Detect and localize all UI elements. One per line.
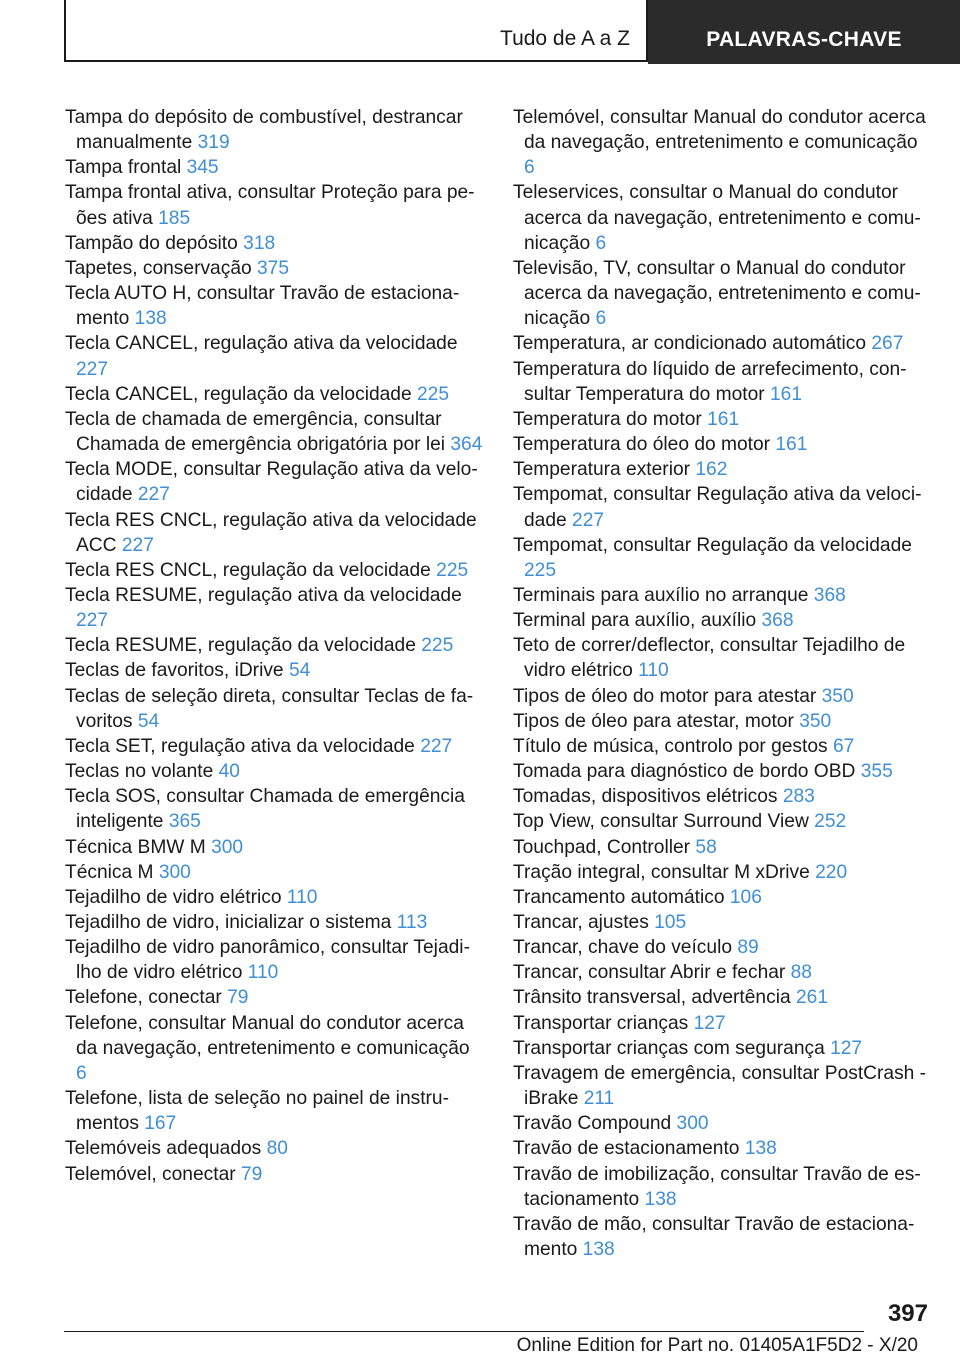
index-entry [65,382,485,407]
index-entry [513,809,933,834]
index-entry [513,105,933,180]
index-entry-page-link[interactable]: 89 [737,937,759,959]
index-entry-term: Touchpad, Controller [513,836,691,858]
index-entry-term: Tampa frontal [65,157,182,179]
index-entry [513,1162,933,1212]
index-entry-term: Título de música, controlo por gestos [513,735,828,757]
index-entry [65,734,485,759]
index-entry [513,1036,933,1061]
index-entry-term: Travão de imobilização, consultar Travão de estacionamento [513,1163,921,1210]
footer-edition: Online Edition for Part no. 01405A1F5D2 - X/20 [516,1335,918,1356]
index-entry-page-link[interactable]: 40 [218,761,240,783]
index-entry [513,331,933,356]
index-entry-term: Terminais para auxílio no arranque [513,584,809,606]
index-entry-term: Trancamento automático [513,886,725,908]
index-entry [65,759,485,784]
index-entry-page-link[interactable]: 227 [420,735,453,757]
index-entry-page-link[interactable]: 106 [729,886,762,908]
header-section-box [64,0,648,62]
index-entry [65,457,485,507]
index-entry-page-link[interactable]: 261 [795,987,828,1009]
index-entry-term: Temperatura do óleo do motor [513,434,771,456]
index-entry-term: Temperatura do motor [513,408,702,430]
index-entry-term: Tampa do depósito de combustível, destrancar manualmente [65,107,463,154]
index-entry-page-link[interactable]: 110 [247,962,279,984]
index-entry-term: Tração integral, consultar M xDrive [513,861,810,883]
index-entry-term: Técnica BMW M [65,836,206,858]
index-entry-page-link[interactable]: 113 [396,912,428,933]
index-entry [513,835,933,860]
index-entry-page-link[interactable]: 127 [693,1012,726,1034]
index-entry [513,1011,933,1036]
index-entry-page-link[interactable]: 225 [524,559,557,581]
index-entry-page-link[interactable]: 355 [860,761,893,783]
index-entry [513,1136,933,1161]
index-entry-page-link[interactable]: 350 [821,685,854,707]
index-entry-term: Travão de mão, consultar Travão de estacionamento [513,1213,915,1261]
index-entry-term: Tecla RESUME, regulação da velocidade [65,635,416,657]
index-entry-term: Tecla RES CNCL, regulação ativa da velocidade ACC [65,509,477,556]
index-entry [513,633,933,683]
index-entry [513,482,933,532]
index-entry-page-link[interactable]: 283 [782,786,815,808]
index-entry-term: Teclas de seleção direta, consultar Teclas de favoritos [65,685,474,732]
index-entry-term: Tecla CANCEL, regulação da velocidade [65,383,412,405]
index-entry-page-link[interactable]: 138 [744,1138,777,1160]
index-entry [65,281,485,331]
index-entry [65,331,485,381]
index-entry [65,583,485,633]
index-entry-page-link[interactable]: 227 [572,509,605,531]
index-entry [513,885,933,910]
index-entry-page-link[interactable]: 252 [814,811,847,833]
index-entry-page-link[interactable]: 220 [815,861,848,883]
index-entry-term: Travagem de emergência, consultar PostCrash - iBrake [513,1062,927,1110]
index-entry-term: Top View, consultar Surround View [513,811,809,833]
index-entry [65,256,485,281]
index-entry-term: Tejadilho de vidro elétrico [65,886,282,908]
index-entry-page-link[interactable]: 365 [168,811,201,833]
index-entry [513,1212,933,1262]
index-entry-page-link[interactable]: 138 [134,308,167,330]
index-entry [65,180,485,230]
index-entry-page-link[interactable]: 225 [421,635,454,657]
index-column-left [65,105,485,1187]
index-entry [513,180,933,255]
index-entry-term: Tampa frontal ativa, consultar Proteção para peões ativa [65,182,475,229]
index-entry-page-link[interactable]: 227 [76,610,109,632]
index-entry-page-link[interactable]: 227 [76,358,109,380]
index-entry-term: Tecla MODE, consultar Regulação ativa da velocidade [65,459,478,506]
index-entry [513,985,933,1010]
index-entry [513,784,933,809]
index-entry [513,709,933,734]
index-entry-term: Telefone, conectar [65,987,222,1009]
index-entry-term: Travão de estacionamento [513,1138,740,1160]
index-entry [513,935,933,960]
index-entry-page-link[interactable]: 368 [813,584,846,606]
index-entry [65,835,485,860]
page-header [0,0,960,66]
index-entry-term: Terminal para auxílio, auxílio [513,610,757,632]
index-entry-term: Teclas no volante [65,761,214,783]
index-entry-term: Tecla RESUME, regulação ativa da velocidade [65,584,462,606]
index-entry-page-link[interactable]: 138 [644,1188,677,1210]
index-entry-term: Temperatura do líquido de arrefecimento, consultar Temperatura do motor [513,358,907,405]
index-entry-page-link[interactable]: 300 [676,1113,709,1135]
index-entry-term: Técnica M [65,861,154,883]
index-entry [65,508,485,558]
index-entry-page-link[interactable]: 161 [770,383,803,405]
index-entry-term: Trancar, ajustes [513,912,649,933]
header-section-title: Tudo de A a Z [500,27,630,50]
index-entry [65,633,485,658]
index-entry-term: Teleservices, consultar o Manual do condutor acerca da navegação, entretenimento e comunicação [513,182,921,254]
index-entry-term: Telemóvel, consultar Manual do condutor acerca da navegação, entretenimento e comunicação [513,107,926,154]
index-entry [65,658,485,683]
index-entry-page-link[interactable]: 67 [832,735,855,757]
index-entry-term: Tomada para diagnóstico de bordo OBD [513,761,856,783]
index-entry [65,155,485,180]
index-entry-term: Tapetes, conservação [65,257,252,279]
index-entry-term: Telefone, lista de seleção no painel de instrumentos [65,1088,449,1135]
index-entry [65,935,485,985]
index-entry [513,910,933,935]
index-entry [513,759,933,784]
index-entry [513,583,933,608]
index-entry-page-link[interactable]: 6 [595,308,607,330]
index-entry-term: Trancar, chave do veículo [513,937,732,959]
index-entry-term: Tecla SET, regulação ativa da velocidade [65,735,415,757]
index-entry [65,885,485,910]
page-number: 397 [887,1300,928,1327]
index-entry-term: Telemóveis adequados [65,1138,262,1160]
index-entry [65,1162,485,1187]
index-entry-page-link[interactable]: 225 [416,383,449,405]
index-entry-term: Tipos de óleo para atestar, motor [513,710,794,732]
index-entry-page-link[interactable]: 162 [695,459,728,481]
index-entry-term: Transportar crianças com segurança [513,1037,825,1059]
index-entry-term: Tecla CANCEL, regulação ativa da velocidade [65,333,458,355]
index-entry-page-link[interactable]: 227 [121,534,154,556]
index-entry-page-link[interactable]: 161 [707,408,740,430]
index-entry-page-link[interactable]: 6 [524,157,535,179]
index-entry-term: Televisão, TV, consultar o Manual do condutor acerca da navegação, entretenimento e comunicação [513,257,921,330]
index-entry-page-link[interactable]: 138 [582,1239,615,1261]
index-entry-page-link[interactable]: 105 [654,912,687,933]
footer-divider [64,1331,864,1332]
index-entry [65,1011,485,1086]
index-entry-page-link[interactable]: 6 [76,1062,87,1084]
index-entry-term: Teclas de favoritos, iDrive [65,660,284,682]
index-entry-term: Temperatura exterior [513,459,691,481]
index-entry [513,960,933,985]
index-entry [65,985,485,1010]
index-entry-page-link[interactable]: 161 [775,434,808,456]
index-entry [513,1061,933,1111]
index-entry [513,608,933,633]
index-entry-page-link[interactable]: 225 [436,559,469,581]
index-entry [513,432,933,457]
index-entry-term: Teto de correr/deflector, consultar Tejadilho de vidro elétrico [513,635,906,682]
index-entry-term: Telefone, consultar Manual do condutor acerca da navegação, entretenimento e comunicação [65,1012,470,1059]
index-entry-term: Tempomat, consultar Regulação da velocidade [513,534,912,556]
index-entry-page-link[interactable]: 300 [158,861,191,883]
index-entry [513,357,933,407]
index-entry [65,407,485,457]
index-entry-page-link[interactable]: 167 [144,1113,177,1135]
index-entry [513,457,933,482]
index-entry [65,910,485,935]
index-entry-term: Telemóvel, conectar [65,1163,236,1185]
index-entry-page-link[interactable]: 80 [266,1138,288,1160]
index-entry-page-link[interactable]: 54 [288,660,311,682]
index-entry [513,860,933,885]
index-entry-term: Tempomat, consultar Regulação ativa da velocidade [513,484,922,531]
index-entry [65,860,485,885]
index-entry [65,784,485,834]
index-entry [513,407,933,432]
index-entry-page-link[interactable]: 6 [595,232,607,254]
index-entry-page-link[interactable]: 267 [871,333,904,355]
index-entry-page-link[interactable]: 127 [830,1037,863,1059]
index-entry-term: Tejadilho de vidro, inicializar o sistema [65,912,392,933]
index-entry [65,105,485,155]
index-entry-page-link[interactable]: 227 [137,484,170,506]
index-entry-page-link[interactable]: 110 [638,660,669,682]
index-entry-term: Tampão do depósito [65,232,238,254]
index-entry [513,533,933,583]
index-entry [513,256,933,331]
index-entry-page-link[interactable]: 54 [137,710,160,732]
index-entry-page-link[interactable]: 79 [240,1163,263,1185]
index-entry-term: Trancar, consultar Abrir e fechar [513,962,786,984]
index-entry-term: Tecla de chamada de emergência, consultar Chamada de emergência obrigatória por lei [65,408,446,456]
index-entry-term: Tejadilho de vidro panorâmico, consultar Tejadilho de vidro elétrico [65,937,470,984]
index-entry-page-link[interactable]: 318 [243,232,276,254]
index-entry-term: Transportar crianças [513,1012,689,1034]
index-entry-page-link[interactable]: 368 [761,610,794,632]
index-entry-page-link[interactable]: 375 [257,257,290,279]
index-entry-term: Tecla SOS, consultar Chamada de emergência inteligente [65,786,465,833]
index-entry [65,231,485,256]
header-chapter-tab: PALAVRAS-CHAVE [648,0,960,64]
index-entry [65,558,485,583]
index-entry-page-link[interactable]: 350 [799,710,832,732]
index-entry-term: Tipos de óleo do motor para atestar [513,685,817,707]
index-entry-page-link[interactable]: 319 [197,132,230,154]
index-entry [65,1136,485,1161]
index-entry-page-link[interactable]: 300 [211,836,244,858]
index-entry-term: Tecla AUTO H, consultar Travão de estacionamento [65,283,460,330]
index-entry-page-link[interactable]: 185 [158,207,191,229]
index-entry [513,1111,933,1136]
index-entry-page-link[interactable]: 364 [450,434,483,456]
index-entry [65,1086,485,1136]
index-entry-page-link[interactable]: 88 [790,962,812,984]
index-column-right [513,105,933,1262]
index-entry-term: Travão Compound [513,1113,672,1135]
index-entry-page-link[interactable]: 58 [695,836,717,858]
index-entry [65,684,485,734]
index-entry-term: Temperatura, ar condicionado automático [513,333,867,355]
index-entry-page-link[interactable]: 345 [186,157,219,179]
index-entry [513,734,933,759]
index-entry-page-link[interactable]: 79 [227,987,249,1009]
index-entry [513,684,933,709]
index-entry-page-link[interactable]: 110 [286,886,318,908]
index-entry-term: Tecla RES CNCL, regulação da velocidade [65,559,431,581]
index-entry-term: Tomadas, dispositivos elétricos [513,786,778,808]
index-entry-page-link[interactable]: 211 [583,1088,615,1110]
index-entry-term: Trânsito transversal, advertência [513,987,791,1009]
